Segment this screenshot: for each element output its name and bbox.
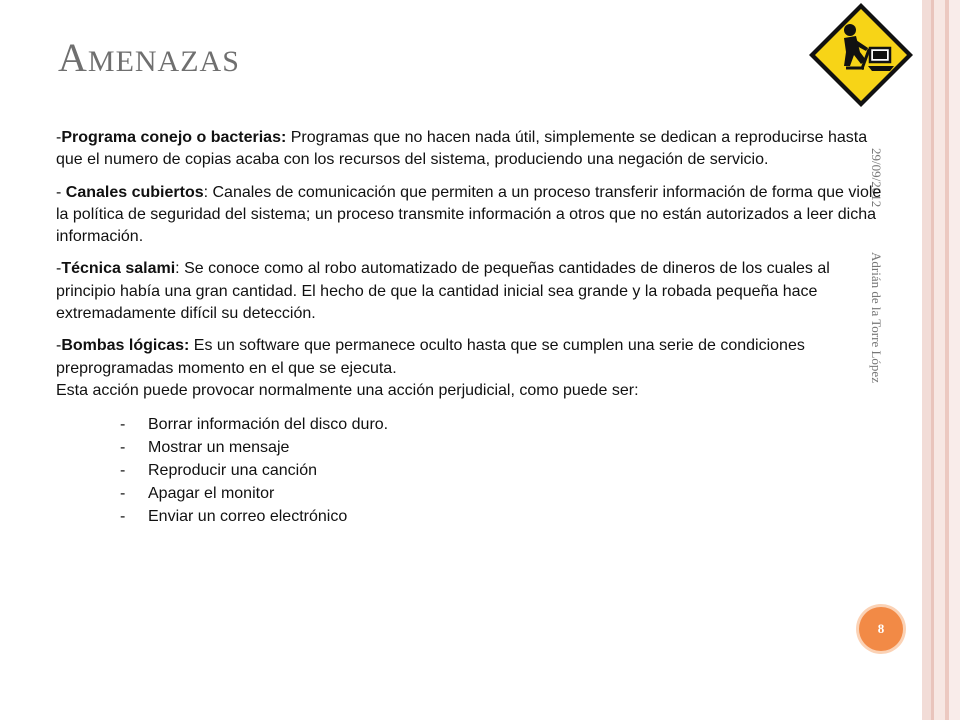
item-prefix: - [56, 337, 62, 355]
list-item: - Mostrar un mensaje [120, 439, 290, 457]
threat-term: Técnica salami [61, 260, 176, 278]
threat-item [56, 258, 886, 325]
threat-item [56, 335, 886, 380]
decor-stripe [922, 0, 931, 720]
item-prefix: - [56, 129, 62, 146]
effects-list [56, 414, 886, 529]
title-rest: MENAZAS [87, 45, 240, 78]
slide-body [56, 127, 886, 529]
threat-description: : Canales de comunicación que permiten a un proceso transferir información de forma que viole la política de seguridad del sistema; un proceso transmite información a otros que no están autorizados a leer dicha información. [56, 183, 882, 246]
item-prefix: - [56, 260, 62, 278]
list-item-text: Reproducir una canción [148, 462, 317, 480]
list-item: - Enviar un correo electrónico [120, 508, 348, 526]
list-item-text: Enviar un correo electrónico [148, 508, 348, 526]
title-initial: A [58, 35, 88, 80]
threat-item [56, 182, 886, 249]
extra-text: Esta acción puede provocar normalmente una acción perjudicial, como puede ser: [56, 381, 639, 399]
threat-description: : Se conoce como al robo automatizado de pequeñas cantidades de dineros de los cuales al principio había una gran cantidad. El hecho de que la cantidad inicial sea grande y la robada pequeña hace extremadamente difícil su detección. [56, 260, 830, 323]
list-item-text: Mostrar un mensaje [148, 439, 290, 457]
item-prefix: - [56, 183, 66, 201]
slide-title [58, 35, 240, 80]
side-date: 29/09/2012 [869, 148, 884, 208]
side-author: Adrián de la Torre López [869, 252, 884, 383]
list-item: - Reproducir una canción [120, 462, 317, 480]
threat-term: Canales cubiertos [65, 183, 204, 201]
list-item: - Borrar información del disco duro. [120, 416, 389, 434]
threat-description: Programas que no hacen nada útil, simplemente se dedican a reproducirse hasta que el numero de copias acaba con los recursos del sistema, produciendo una negación de servicio. [56, 129, 868, 169]
threat-description: Es un software que permanece oculto hasta que se cumplen una serie de condiciones preprogramadas momento en el que se ejecuta. [56, 337, 805, 377]
page-number-badge: 8 [859, 607, 903, 651]
list-item: - Apagar el monitor [120, 485, 275, 503]
threat-term: Bombas lógicas: [61, 337, 190, 355]
list-item-text: Borrar información del disco duro. [148, 416, 389, 434]
threat-item [56, 127, 886, 172]
list-item-text: Apagar el monitor [148, 485, 275, 503]
decor-stripe [934, 0, 945, 720]
construction-sign-icon [806, 0, 916, 110]
threat-term: Programa conejo o bacterias: [61, 129, 287, 146]
decor-stripe [949, 0, 960, 720]
